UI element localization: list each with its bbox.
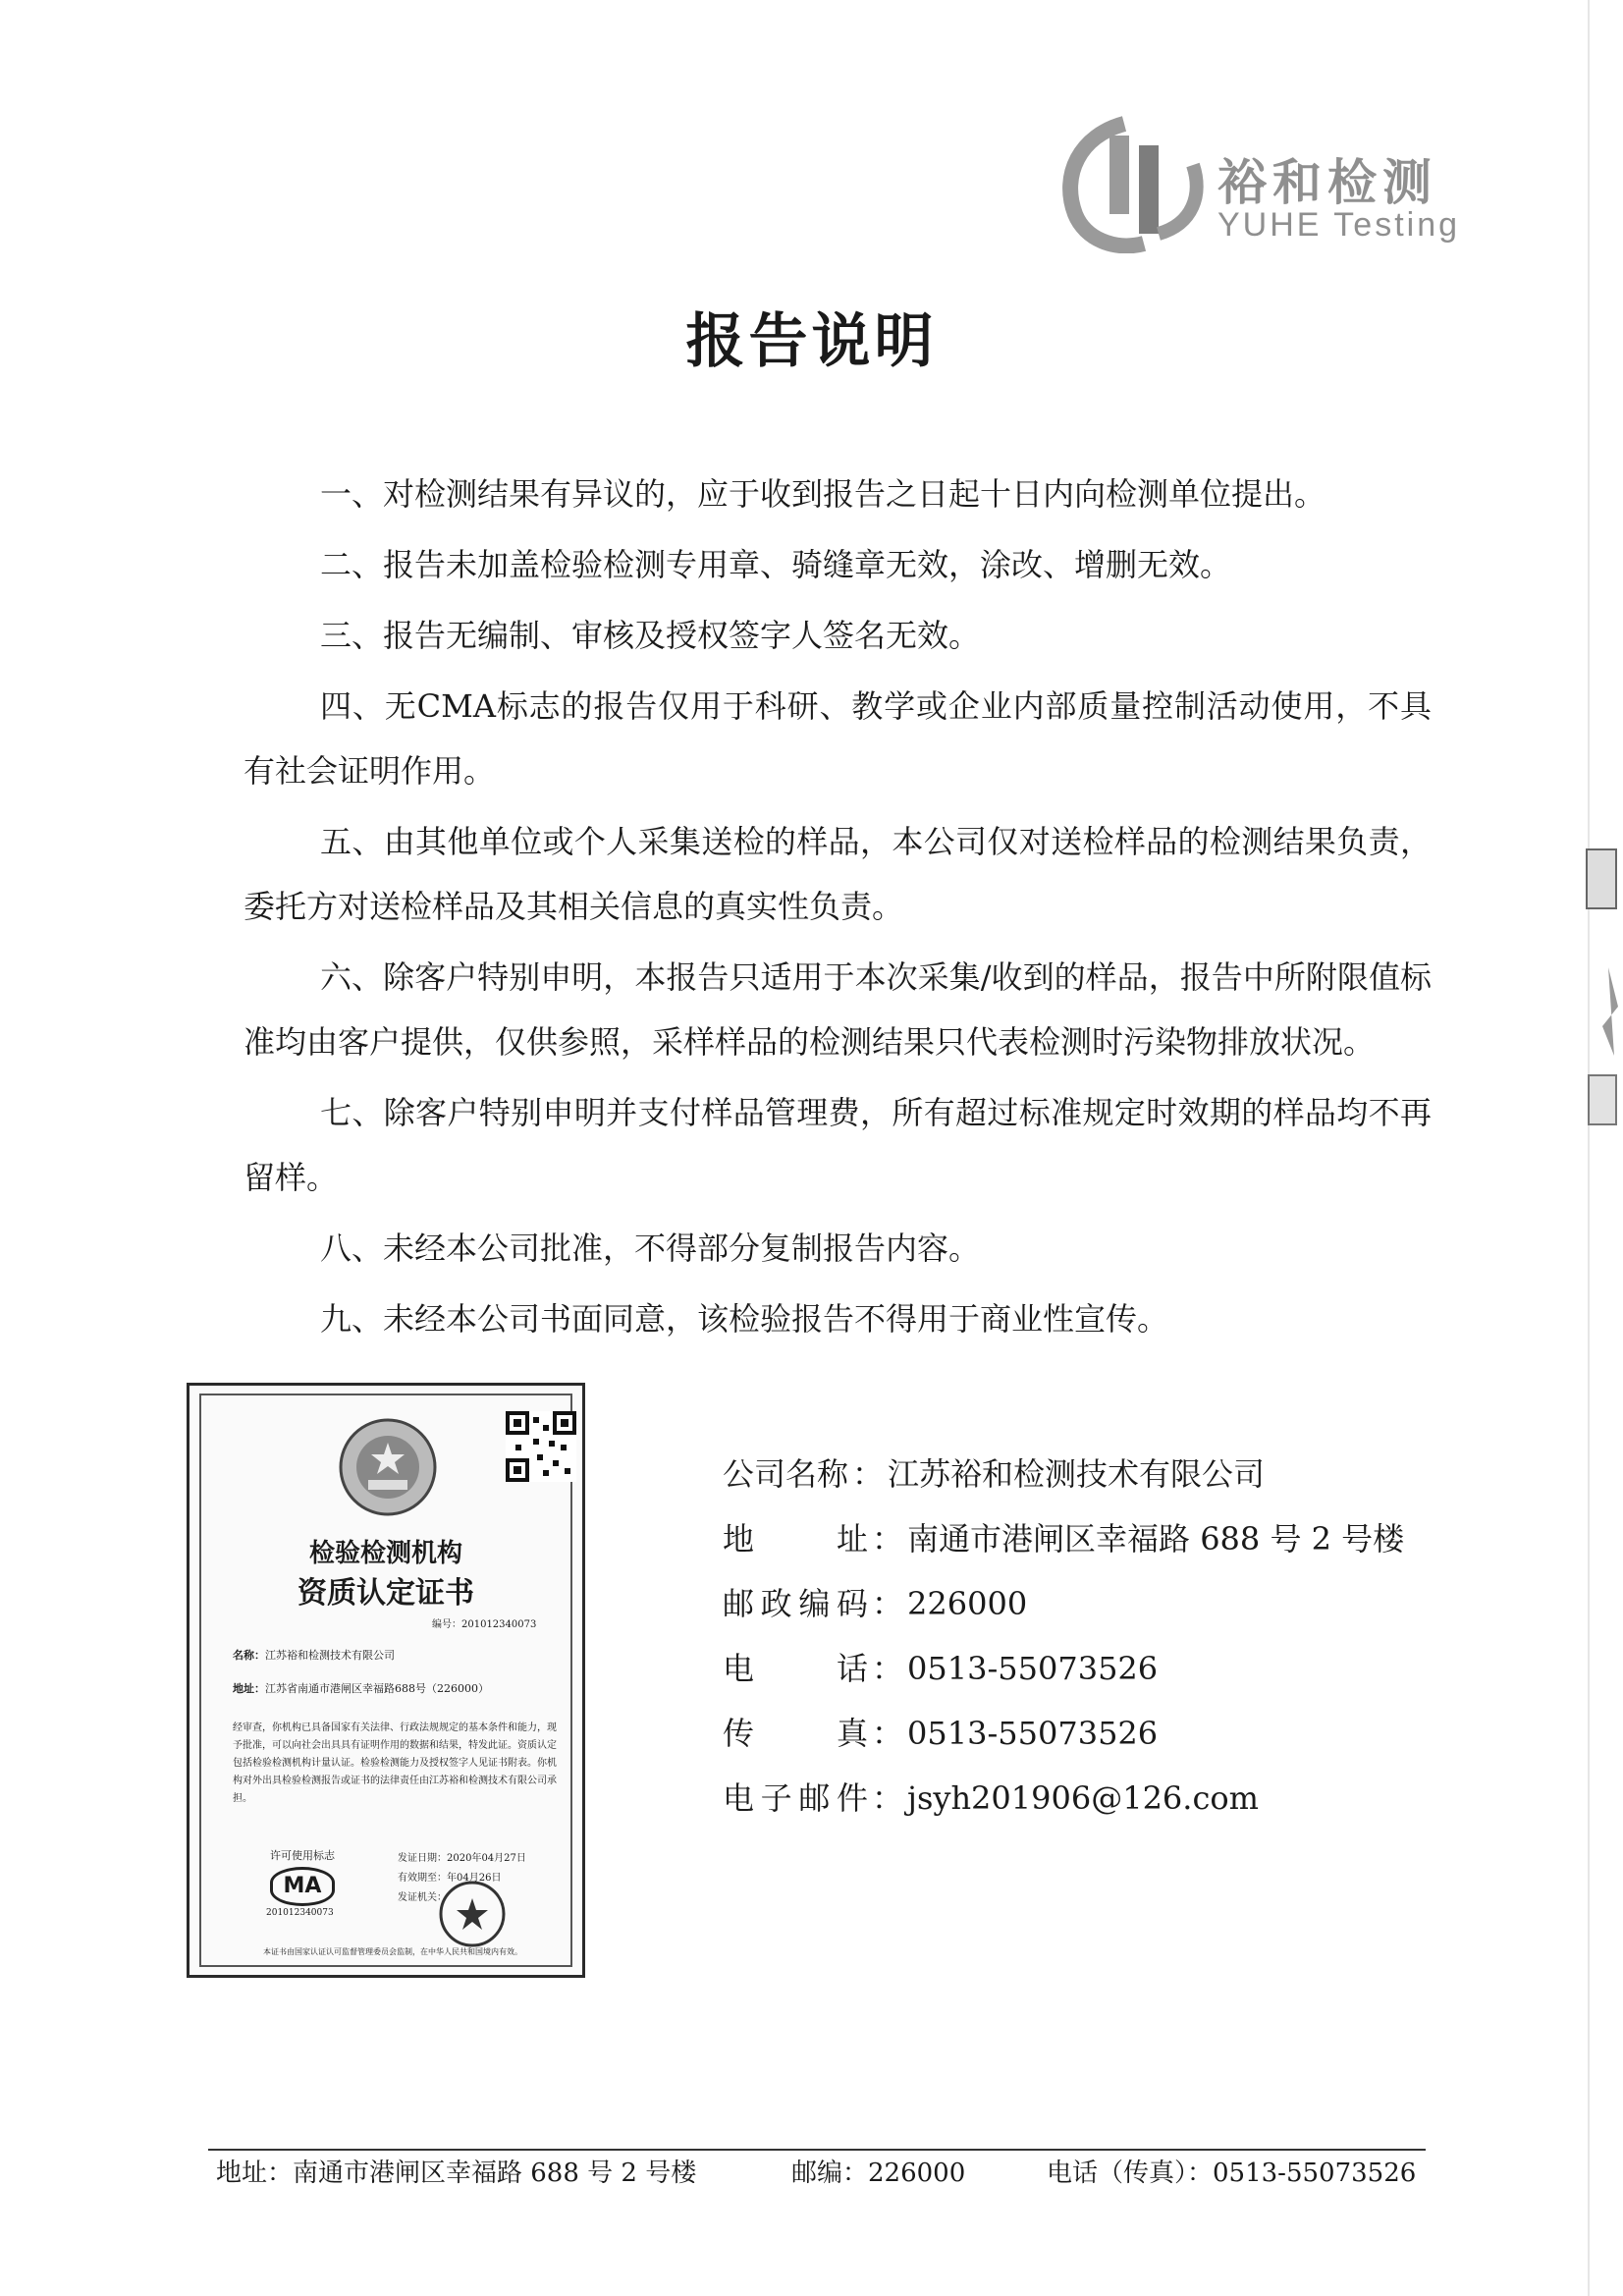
certificate-title-line2: 资质认定证书 [298, 1576, 474, 1611]
note-item: 三、报告无编制、审核及授权签字人签名无效。 [320, 617, 981, 654]
company-contact-info [723, 1442, 1404, 1831]
email-label: 电子邮件 [723, 1779, 868, 1817]
certificate-name-label: 名称： [233, 1649, 265, 1662]
issuer: 发证机关： [398, 1892, 447, 1903]
certificate-mark-label: 许可使用标志 [270, 1849, 335, 1862]
note-item: 四、无CMA标志的报告仅用于科研、教学或企业内部质量控制活动使用，不具有社会证明作用。 [243, 687, 1432, 790]
cma-mark-number: 201012340073 [266, 1908, 334, 1918]
contact-phone-row: 电话 ： 0513-55073526 [723, 1636, 1404, 1701]
phone-label: 电话 [723, 1650, 868, 1687]
note-item: 六、除客户特别申明，本报告只适用于本次采集/收到的样品，报告中所附限值标准均由客户提供，仅供参照，采样样品的检测结果只代表检测时污染物排放状况。 [243, 958, 1432, 1061]
postcode-label: 邮政编码 [723, 1585, 868, 1622]
contact-address-row: 地址 ： 南通市港闸区幸福路 688 号 2 号楼 [723, 1506, 1404, 1571]
issue-date: 发证日期：2020年04月27日 [398, 1853, 526, 1864]
certificate-address-row [233, 1680, 489, 1696]
qr-code-icon [506, 1411, 576, 1482]
cma-mark: MA [270, 1867, 335, 1906]
footer-divider [208, 2149, 1426, 2151]
footer-address: 地址：南通市港闸区幸福路 688 号 2 号楼 [216, 2159, 697, 2188]
yuhe-logo-icon [1055, 116, 1213, 253]
footer-phone: 电话（传真）：0513-55073526 [1047, 2159, 1417, 2188]
address-label: 地址 [723, 1520, 868, 1558]
report-notes [243, 462, 1432, 1357]
footer-postcode: 邮编：226000 [791, 2159, 966, 2188]
contact-email-row: 电子邮件 ： jsyh201906@126.com [723, 1766, 1404, 1831]
certificate-name: 江苏裕和检测技术有限公司 [265, 1649, 395, 1662]
fax-value: 0513-55073526 [907, 1715, 1159, 1752]
page-title: 报告说明 [685, 307, 938, 376]
address-value: 南通市港闸区幸福路 688 号 2 号楼 [907, 1520, 1405, 1558]
note-item: 七、除客户特别申明并支付样品管理费，所有超过标准规定时效期的样品均不再留样。 [243, 1094, 1432, 1196]
note-item: 八、未经本公司批准，不得部分复制报告内容。 [320, 1230, 981, 1267]
certificate-number: 编号：201012340073 [432, 1619, 537, 1630]
certificate-title-line1: 检验检测机构 [308, 1539, 462, 1568]
logo-chinese-name: 裕和检测 [1217, 154, 1437, 211]
certificate-address-label: 地址： [233, 1682, 265, 1695]
contact-fax-row: 传真 ： 0513-55073526 [723, 1701, 1404, 1766]
company-value: 江苏裕和检测技术有限公司 [888, 1455, 1266, 1493]
company-label: 公司名称 [723, 1455, 849, 1493]
certificate-address: 江苏省南通市港闸区幸福路688号（226000） [265, 1682, 489, 1695]
note-item: 二、报告未加盖检验检测专用章、骑缝章无效，涂改、增删无效。 [320, 546, 1232, 583]
accreditation-certificate [187, 1383, 585, 1978]
note-item: 九、未经本公司书面同意，该检验报告不得用于商业性宣传。 [320, 1300, 1169, 1338]
note-item: 一、对检测结果有异议的，应于收到报告之日起十日内向检测单位提出。 [320, 475, 1326, 513]
company-logo [1055, 116, 1488, 253]
official-seal-icon [437, 1879, 508, 1949]
postcode-value: 226000 [907, 1585, 1028, 1622]
contact-postcode-row: 邮政编码 ： 226000 [723, 1571, 1404, 1636]
certificate-name-row [233, 1647, 395, 1663]
valid-until: 有效期至：年04月26日 [398, 1873, 502, 1884]
contact-company-row: 公司名称 ： 江苏裕和检测技术有限公司 [723, 1442, 1404, 1506]
certificate-frame [199, 1394, 572, 1967]
phone-value: 0513-55073526 [907, 1650, 1159, 1687]
certificate-body-text: 经审查，你机构已具备国家有关法律、行政法规规定的基本条件和能力，现予批准，可以向社会出具具有证明作用的数据和结果，特发此证。资质认定包括检验检测机构计量认证。检验检测能力及授权签字人见证书附表。你机构对外出具检验检测报告或证书的法律责任由江苏裕和检测技术有限公司承担。 [233, 1722, 557, 1804]
email-value: jsyh201906@126.com [907, 1779, 1259, 1817]
logo-english-name: YUHE Testing [1217, 206, 1461, 244]
seam-stamp-fragment [1579, 830, 1623, 1154]
note-item: 五、由其他单位或个人采集送检的样品，本公司仅对送检样品的检测结果负责，委托方对送检样品及其相关信息的真实性负责。 [243, 823, 1432, 925]
certificate-footer: 本证书由国家认证认可监督管理委员会监制，在中华人民共和国境内有效。 [263, 1947, 522, 1956]
national-emblem-icon [334, 1413, 442, 1521]
fax-label: 传真 [723, 1715, 868, 1752]
